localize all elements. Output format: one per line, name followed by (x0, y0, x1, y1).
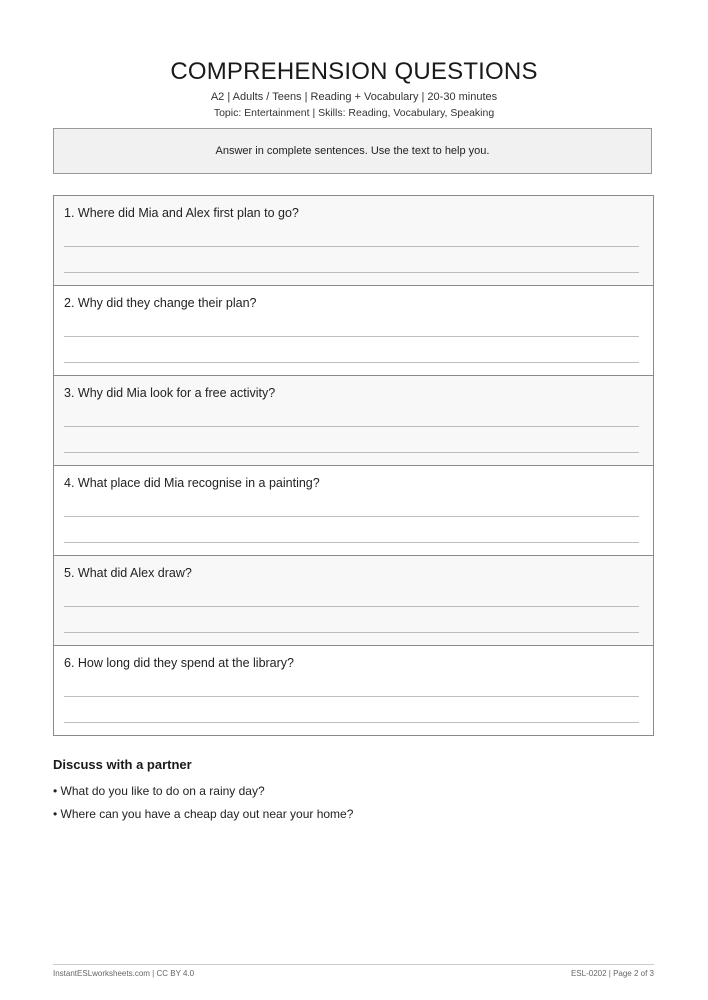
question-row (54, 286, 653, 376)
answer-line[interactable] (64, 362, 639, 363)
instructions-text: Answer in complete sentences. Use the text to help you. (215, 145, 490, 157)
footer-divider (53, 964, 654, 965)
discussion-item: • What do you like to do on a rainy day? (53, 784, 265, 798)
answer-line[interactable] (64, 272, 639, 273)
footer-source: InstantESLworksheets.com | CC BY 4.0 (53, 969, 195, 978)
answer-line[interactable] (64, 426, 639, 427)
question-text: 4. What place did Mia recognise in a painting? (64, 476, 320, 490)
level-meta: A2 | Adults / Teens | Reading + Vocabulary | 20-30 minutes (210, 91, 498, 103)
question-row (54, 646, 653, 735)
answer-line[interactable] (64, 696, 639, 697)
questions-table (53, 195, 654, 736)
answer-line[interactable] (64, 516, 639, 517)
answer-line[interactable] (64, 722, 639, 723)
instructions-box (53, 128, 652, 174)
question-text: 6. How long did they spend at the library? (64, 656, 294, 670)
footer-page-number: ESL-0202 | Page 2 of 3 (570, 969, 654, 978)
answer-line[interactable] (64, 336, 639, 337)
question-text: 2. Why did they change their plan? (64, 296, 257, 310)
discussion-item: • Where can you have a cheap day out near your home? (53, 807, 354, 821)
question-row (54, 376, 653, 466)
answer-line[interactable] (64, 246, 639, 247)
question-text: 3. Why did Mia look for a free activity? (64, 386, 276, 400)
answer-line[interactable] (64, 606, 639, 607)
discussion-heading: Discuss with a partner (53, 757, 192, 772)
page-title: COMPREHENSION QUESTIONS (170, 58, 538, 85)
question-text: 1. Where did Mia and Alex first plan to go? (64, 206, 299, 220)
answer-line[interactable] (64, 542, 639, 543)
question-row (54, 466, 653, 556)
question-row (54, 196, 653, 286)
question-row (54, 556, 653, 646)
question-text: 5. What did Alex draw? (64, 566, 192, 580)
answer-line[interactable] (64, 632, 639, 633)
answer-line[interactable] (64, 452, 639, 453)
topic-meta: Topic: Entertainment | Skills: Reading, Vocabulary, Speaking (213, 107, 495, 119)
